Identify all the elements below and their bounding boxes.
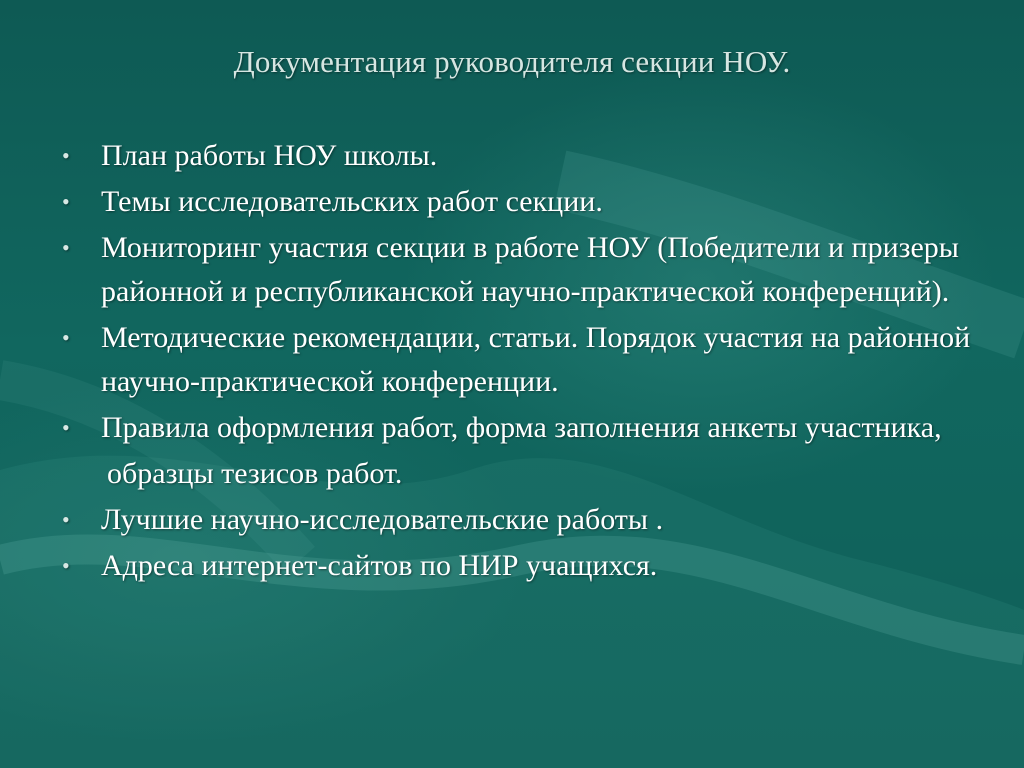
bullet-icon: • <box>62 553 70 578</box>
bullet-icon: • <box>62 415 70 440</box>
bullet-icon: • <box>62 235 70 260</box>
list-item <box>62 498 982 542</box>
list-item-text: Правила оформления работ, форма заполнения анкеты участника, <box>101 411 942 444</box>
list-item-text: Методические рекомендации, статьи. Порядок участия на районной научно-практической конференции. <box>101 321 971 398</box>
list-item-text: образцы тезисов работ. <box>107 457 403 490</box>
list-item-text: Адреса интернет-сайтов по НИР учащихся. <box>101 549 658 582</box>
list-item-text: План работы НОУ школы. <box>101 139 438 172</box>
list-item-text: Темы исследовательских работ секции. <box>101 185 603 218</box>
list-item-text: Лучшие научно-исследовательские работы . <box>101 503 664 536</box>
list-item <box>62 316 982 404</box>
bullet-list <box>62 134 982 590</box>
list-item <box>62 544 982 588</box>
bullet-icon: • <box>62 189 70 214</box>
list-item <box>62 226 982 314</box>
list-item <box>62 406 982 450</box>
list-item <box>62 134 982 178</box>
bullet-icon: • <box>62 325 70 350</box>
bullet-icon: • <box>62 507 70 532</box>
bullet-icon: • <box>62 143 70 168</box>
list-item <box>62 180 982 224</box>
list-item-continuation <box>62 452 982 496</box>
list-item-text: Мониторинг участия секции в работе НОУ (Победители и призеры районной и республиканской научно-практической конференций). <box>101 231 959 308</box>
slide-title: Документация руководителя секции НОУ. <box>233 44 791 79</box>
